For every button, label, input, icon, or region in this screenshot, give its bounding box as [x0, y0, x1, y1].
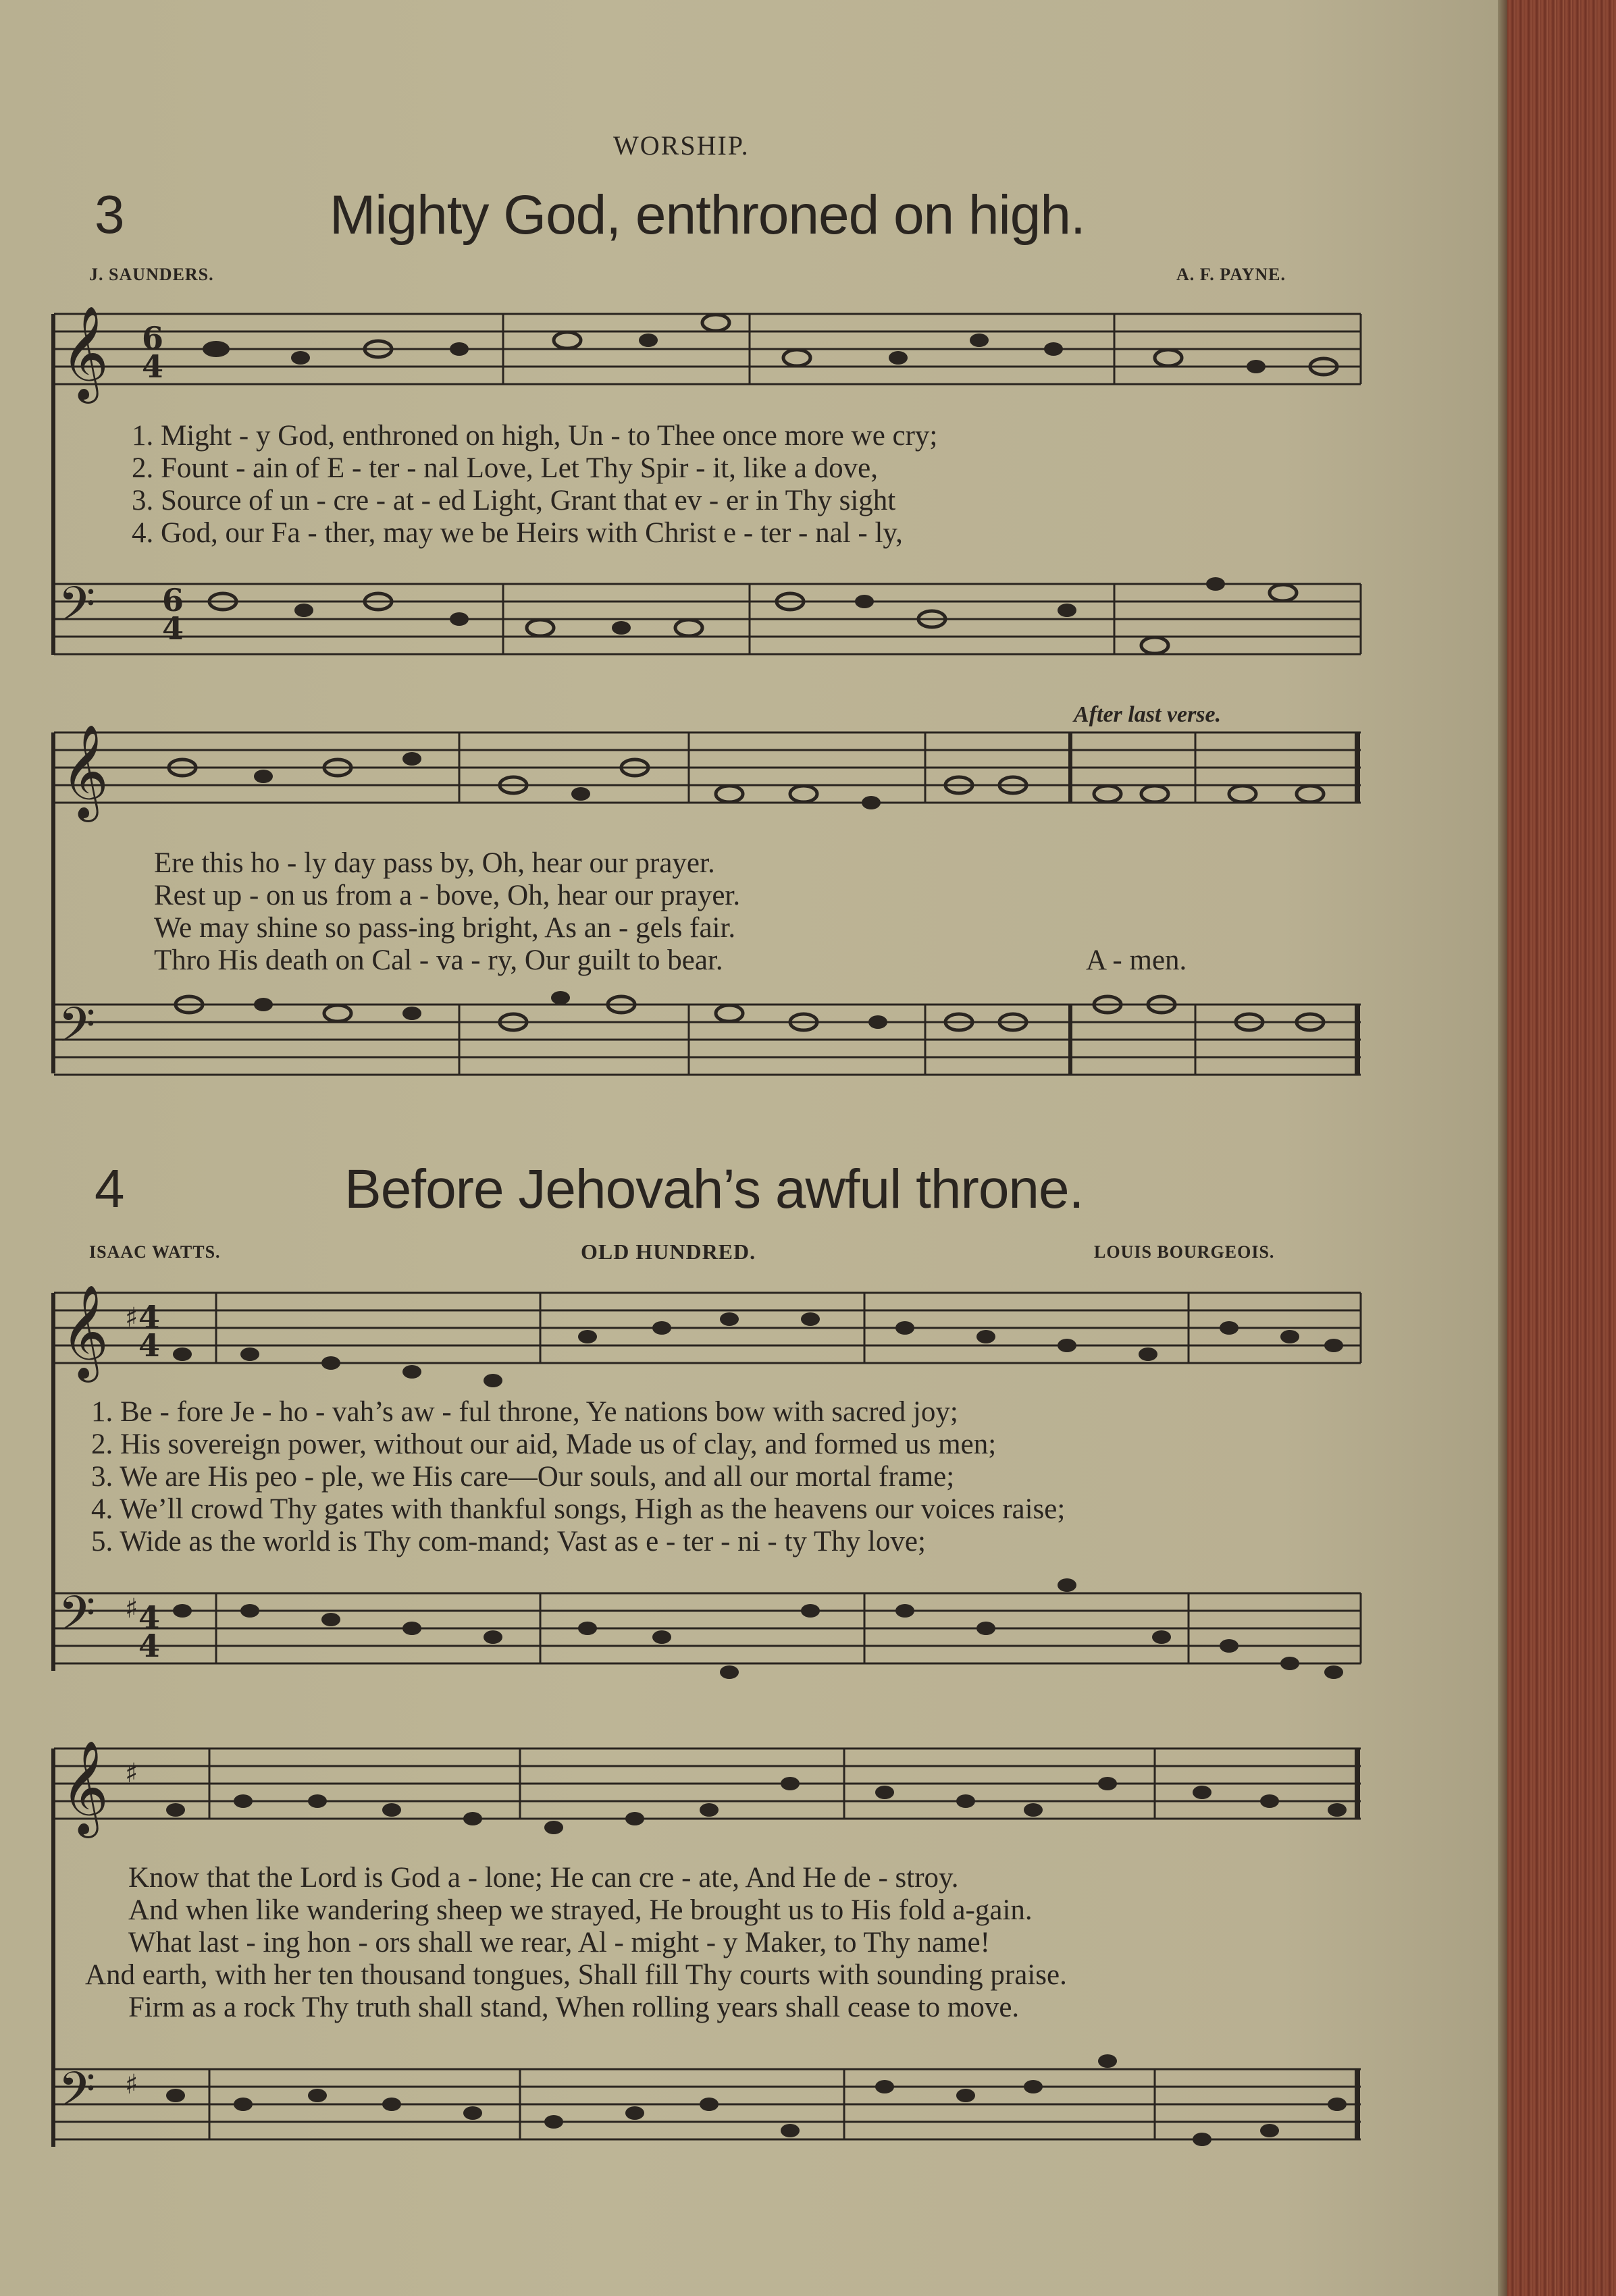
verse-line: 3. We are His peo - ple, we His care—Our souls, and all our mortal frame; — [91, 1461, 955, 1493]
svg-text:4: 4 — [138, 1628, 161, 1664]
system-brace — [51, 1748, 55, 2147]
hymn-number: 4 — [95, 1158, 125, 1219]
verse-line: Firm as a rock Thy truth shall stand, When rolling years shall cease to move. — [128, 1992, 1020, 2023]
verse-line: And when like wandering sheep we strayed, He brought us to His fold a-gain. — [128, 1894, 1033, 1926]
hymn-tune-name: OLD HUNDRED. — [581, 1239, 756, 1264]
verse-line: 2. Fount - ain of E - ter - nal Love, Let Thy Spir - it, like a dove, — [132, 452, 879, 484]
svg-text:4: 4 — [138, 1299, 161, 1335]
treble-staff — [54, 1742, 1364, 1836]
hymn-author: ISAAC WATTS. — [89, 1242, 221, 1262]
svg-text:♯: ♯ — [125, 2069, 138, 2100]
svg-text:𝄢: 𝄢 — [58, 2062, 96, 2129]
hymn-title: Mighty God, enthroned on high. — [330, 184, 1085, 246]
verse-line: What last - ing hon - ors shall we rear, Al - might - y Maker, to Thy name! — [128, 1927, 990, 1958]
svg-text:𝄢: 𝄢 — [58, 577, 96, 644]
treble-staff — [54, 307, 1364, 402]
verse-line: 4. We’ll crowd Thy gates with thankful songs, High as the heavens our voices raise; — [91, 1493, 1066, 1525]
svg-text:𝄞: 𝄞 — [61, 1740, 109, 1834]
svg-text:𝄢: 𝄢 — [58, 997, 96, 1065]
system-brace — [51, 1293, 55, 1671]
hymn-author: J. SAUNDERS. — [89, 265, 214, 284]
svg-text:4: 4 — [138, 1599, 161, 1636]
svg-text:4: 4 — [162, 610, 184, 647]
verse-line: Ere this ho - ly day pass by, Oh, hear our prayer. — [154, 847, 715, 879]
svg-text:𝄞: 𝄞 — [61, 1285, 109, 1379]
verse-line: 1. Might - y God, enthroned on high, Un - to Thee once more we cry; — [132, 420, 938, 452]
verse-line: 2. His sovereign power, without our aid, Made us of clay, and formed us men; — [91, 1429, 997, 1460]
verse-line: 4. God, our Fa - ther, may we be Heirs with Christ e - ter - nal - ly, — [132, 517, 903, 549]
svg-text:𝄞: 𝄞 — [61, 306, 109, 400]
book-edge — [1507, 0, 1616, 2296]
svg-text:𝄢: 𝄢 — [58, 1586, 96, 1653]
after-last-verse-label: After last verse. — [1074, 702, 1222, 727]
verse-line: Thro His death on Cal - va - ry, Our guilt to bear. — [154, 944, 723, 976]
verse-line: And earth, with her ten thousand tongues, Shall fill Thy courts with sounding praise. — [85, 1959, 1067, 1991]
svg-text:4: 4 — [138, 1327, 161, 1364]
verse-line: 5. Wide as the world is Thy com-mand; Vast as e - ter - ni - ty Thy love; — [91, 1526, 926, 1557]
bass-staff — [54, 577, 1364, 672]
svg-text:6: 6 — [142, 320, 164, 356]
svg-text:6: 6 — [162, 582, 184, 618]
treble-staff — [54, 726, 1364, 820]
verse-line: Rest up - on us from a - bove, Oh, hear our prayer. — [154, 880, 741, 911]
svg-text:♯: ♯ — [125, 1593, 138, 1624]
hymn-number: 3 — [95, 184, 125, 244]
svg-text:♯: ♯ — [125, 1758, 138, 1789]
verse-line: 1. Be - fore Je - ho - vah’s aw - ful throne, Ye nations bow with sacred joy; — [91, 1396, 958, 1428]
verse-line: Know that the Lord is God a - lone; He can cre - ate, And He de - stroy. — [128, 1862, 959, 1894]
system-brace — [51, 314, 55, 655]
system-brace — [51, 732, 55, 1073]
hymn-composer: LOUIS BOURGEOIS. — [1094, 1242, 1275, 1262]
bass-staff — [54, 2062, 1364, 2157]
hymn-title: Before Jehovah’s awful throne. — [344, 1158, 1084, 1220]
bass-staff — [54, 1586, 1364, 1681]
page-header: WORSHIP. — [613, 130, 750, 161]
verse-line: We may shine so pass-ing bright, As an - gels fair. — [154, 912, 736, 944]
svg-text:𝄞: 𝄞 — [61, 724, 109, 818]
hymn-composer: A. F. PAYNE. — [1176, 265, 1286, 284]
svg-text:4: 4 — [142, 348, 164, 385]
svg-text:♯: ♯ — [125, 1302, 138, 1333]
treble-staff — [54, 1286, 1364, 1381]
bass-staff — [54, 998, 1364, 1092]
amen-text: A - men. — [1086, 944, 1187, 976]
verse-line: 3. Source of un - cre - at - ed Light, Grant that ev - er in Thy sight — [132, 485, 896, 516]
